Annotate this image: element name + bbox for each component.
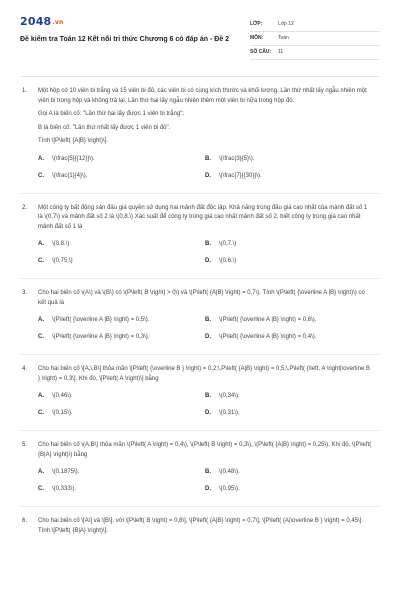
answer-options (38, 392, 372, 418)
answer-text: \(\frac{5}{{12}}\). (52, 155, 95, 162)
answer-text: \(\frac{7}{{30}}\). (219, 172, 262, 179)
answer-letter: A. (38, 317, 44, 323)
answer-letter: B. (205, 393, 211, 399)
answer-text: \(0,6.\) (219, 258, 237, 264)
question-number: 5. (22, 442, 28, 448)
answer-text: \(0,15\). (52, 410, 73, 416)
answer-option-a[interactable] (38, 392, 205, 401)
answer-text: \(P\left( {\overline A |B} \right) = 0,3\). (52, 334, 150, 340)
answer-letter: B. (205, 241, 211, 247)
meta-label: SỐ CÂU: (250, 48, 272, 55)
answer-option-b[interactable] (205, 468, 372, 477)
answer-letter: C. (38, 334, 44, 340)
question-stem: Cho hai biến cố \[A,\,B\] thỏa mãn \[P\left( {\overline B } \right) = 0,2;\,P\left( {A|B} \right) = 0,5;\,P\left( {\left. A \right|\overline B } \right) = 0,3\]. Khi đó, \[P\left( A \right)\] bằng (38, 366, 370, 382)
question-line: B là biến cố: "Lần thứ nhất lấy được 1 viên bi đỏ". (38, 124, 171, 131)
meta-label: MÔN: (250, 34, 264, 41)
meta-value: 11 (278, 48, 284, 55)
question-1 (20, 77, 380, 181)
answer-letter: A. (38, 393, 44, 399)
answer-letter: D. (205, 486, 211, 492)
answer-letter: D. (205, 172, 211, 179)
question-3 (20, 279, 380, 342)
answer-text: \(P\left( {\overline A |B} \right) = 0,4\). (219, 334, 317, 340)
question-5 (20, 431, 380, 494)
question-number: 2. (22, 204, 28, 211)
answer-text: \(0,1875\). (52, 469, 80, 475)
question-stem: Cho hai biến cố \[A\] và \[B\], với \[P\left( B \right) = 0,8\], \[P\left( {A|B} \right) = 0,7\], \[P\left( {A|\overline B } \right) = 0,45\]. Tính \[P\left( {B|A} \right)\]. (38, 518, 364, 534)
answer-text: \(\frac{3}{5}\). (219, 155, 255, 162)
answer-letter: D. (205, 410, 211, 416)
question-stem: Cho hai biến cố \(A\) và \(B\) có \(P\left( B \right) > 0\) và \(P\left( {A|B} \right) = 0,7\). Tính \(P\left( {\overline A |B} \right)\) có kết quả là (38, 290, 365, 306)
answer-text: \(0,7.\) (219, 241, 237, 247)
question-body (38, 441, 380, 494)
answer-letter: B. (205, 317, 211, 323)
answer-text: \(0,333\). (52, 486, 77, 492)
answer-letter: D. (205, 334, 211, 340)
question-line: Gọi A là biến cố: "Lần thứ hai lấy được 1 viên bi trắng"; (38, 111, 184, 117)
meta-value: Lớp 12 (278, 20, 294, 27)
question-body (38, 289, 380, 342)
meta-value: Toán (278, 34, 289, 41)
answer-option-c[interactable] (38, 409, 205, 418)
site-logo[interactable] (20, 16, 248, 29)
question-4 (20, 355, 380, 418)
answer-letter: C. (38, 172, 44, 179)
meta-label: LỚP: (250, 20, 263, 27)
answer-option-b[interactable] (205, 316, 372, 325)
answer-options (38, 155, 372, 181)
question-number: 1. (22, 88, 28, 94)
question-body (38, 365, 380, 418)
question-line: Tính \[P\left( {A|B} \right)\]. (38, 138, 108, 144)
question-number: 6. (22, 518, 28, 524)
answer-letter: A. (38, 241, 44, 247)
answer-option-d[interactable] (205, 172, 372, 181)
answer-letter: A. (38, 469, 44, 475)
answer-option-b[interactable] (205, 392, 372, 401)
answer-letter: C. (38, 486, 44, 492)
exam-meta (250, 16, 380, 76)
page-header (20, 0, 380, 76)
question-number: 4. (22, 366, 28, 372)
answer-option-a[interactable] (38, 316, 205, 325)
answer-option-d[interactable] (205, 485, 372, 494)
answer-text: \(0,46\). (52, 393, 73, 399)
answer-text: \(0,8.\) (52, 241, 70, 247)
question-stem: Một công ty bất động sản đấu giá quyền sử dụng hai mảnh đất độc lập. Khả năng trúng đấu giá cao nhất của mảnh đất số 1 là \(0,7\) và mảnh đất số 2 là \(0,8.\) Xác suất để công ty trúng giá cao nhất mảnh đất số 2, biết công ty trúng giá cao nhất mảnh đất số 1 là (38, 204, 368, 230)
answer-option-d[interactable] (205, 409, 372, 418)
question-body (38, 517, 380, 536)
answer-text: \(\frac{1}{4}\). (52, 172, 88, 179)
answer-option-a[interactable] (38, 240, 205, 249)
header-left (20, 16, 248, 76)
answer-text: \(0,34\). (219, 393, 240, 399)
answer-option-a[interactable] (38, 468, 205, 477)
answer-options (38, 316, 372, 342)
answer-letter: D. (205, 258, 211, 264)
answer-option-d[interactable] (205, 257, 372, 266)
answer-text: \(P\left( {\overline A |B} \right) = 0,5\). (52, 317, 150, 323)
page-title: Đề kiểm tra Toán 12 Kết nối tri thức Chương 6 có đáp án - Đề 2 (20, 36, 230, 43)
answer-letter: A. (38, 155, 44, 162)
meta-row-class (250, 18, 380, 32)
question-body (38, 87, 380, 181)
answer-text: \(0,48\). (219, 469, 240, 475)
logo-main: 2048 (20, 15, 52, 28)
answer-options (38, 240, 372, 266)
answer-text: \(0,95\). (219, 486, 240, 492)
answer-options (38, 468, 372, 494)
answer-letter: C. (38, 410, 44, 416)
meta-row-count (250, 46, 380, 60)
answer-text: \(0,31\). (219, 410, 240, 416)
answer-letter: B. (205, 155, 211, 162)
answer-letter: C. (38, 258, 44, 264)
question-number: 3. (22, 290, 28, 296)
answer-option-c[interactable] (38, 172, 205, 181)
question-stem: Cho hai biến cố \(A,B\) thỏa mãn \(P\left( A \right) = 0,4\), \(P\left( B \right) = 0,3\), \(P\left( {A|B} \right) = 0,25\). Khi đó, \(P\left( {B|A} \right)\) bằng (38, 442, 372, 458)
logo-suffix: .vn (52, 19, 64, 26)
answer-letter: B. (205, 469, 211, 475)
answer-text: \(P\left( {\overline A |B} \right) = 0,6\). (219, 317, 317, 323)
answer-text: \(0,75.\) (52, 258, 73, 264)
answer-option-a[interactable] (38, 155, 205, 164)
meta-row-subject (250, 32, 380, 46)
answer-option-d[interactable] (205, 333, 372, 342)
answer-option-c[interactable] (38, 485, 205, 494)
question-6 (20, 507, 380, 536)
answer-option-c[interactable] (38, 257, 205, 266)
question-2 (20, 194, 380, 267)
answer-option-c[interactable] (38, 333, 205, 342)
answer-option-b[interactable] (205, 155, 372, 164)
answer-option-b[interactable] (205, 240, 372, 249)
question-stem: Một hộp có 10 viên bi trắng và 15 viên bi đỏ, các viên bi có cùng kích thước và khối lượng. Lần thứ nhất lấy ngẫu nhiên một viên bi trong hộp và không trả lại. Lần thứ hai lấy ngẫu nhiên thêm một viên bi nữa trong hộp đó. (38, 88, 367, 104)
question-body (38, 204, 380, 267)
